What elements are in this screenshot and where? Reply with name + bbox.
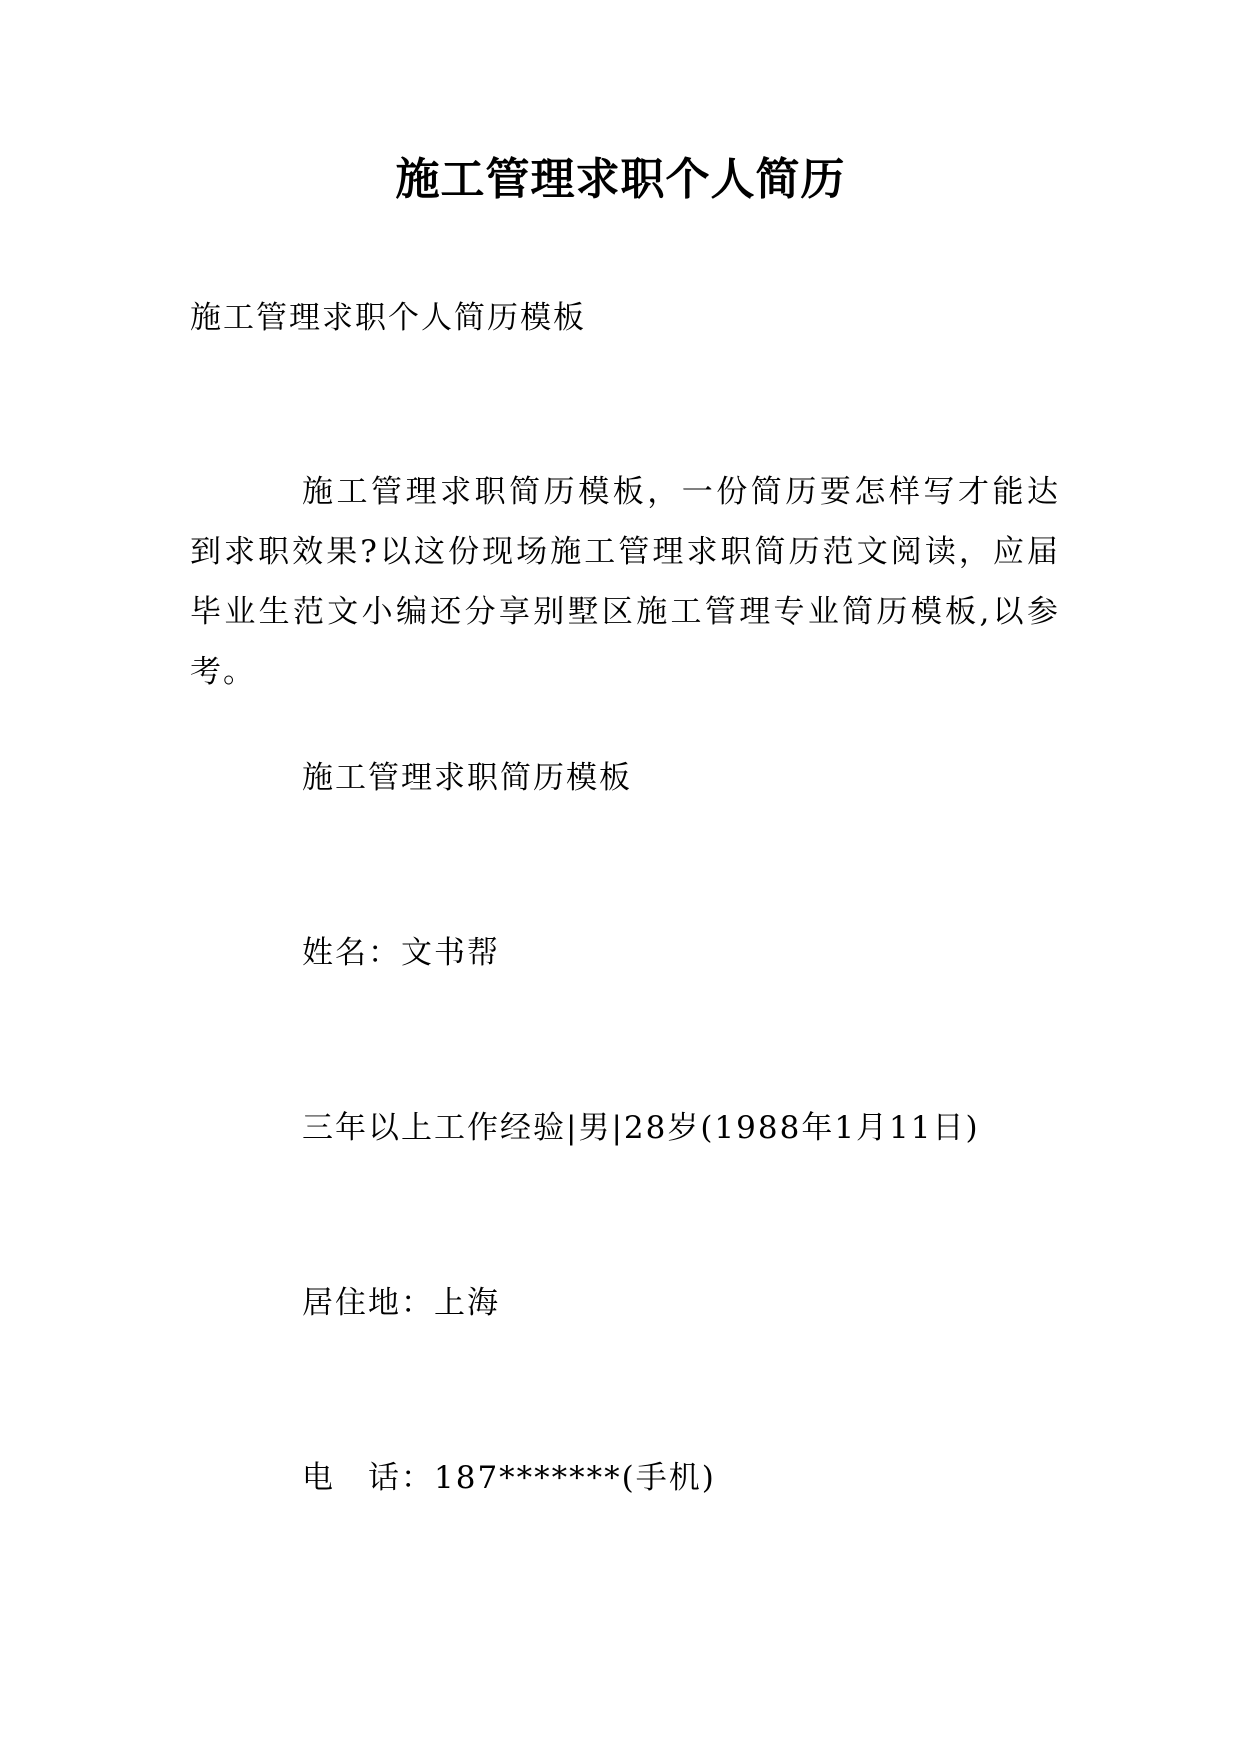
phone-line: 电 话：187*******(手机) bbox=[302, 1460, 716, 1496]
residence-line: 居住地：上海 bbox=[302, 1285, 500, 1321]
name-line: 姓名：文书帮 bbox=[302, 935, 500, 971]
document-subtitle: 施工管理求职个人简历模板 bbox=[190, 300, 586, 336]
info-line: 三年以上工作经验|男|28岁(1988年1月11日) bbox=[302, 1110, 980, 1146]
intro-paragraph: 施工管理求职简历模板，一份简历要怎样写才能达到求职效果?以这份现场施工管理求职简历范文阅读，应届毕业生范文小编还分享别墅区施工管理专业简历模板,以参考。 bbox=[190, 474, 1060, 690]
document-title: 施工管理求职个人简历 bbox=[395, 154, 846, 205]
section-heading: 施工管理求职简历模板 bbox=[302, 760, 632, 796]
